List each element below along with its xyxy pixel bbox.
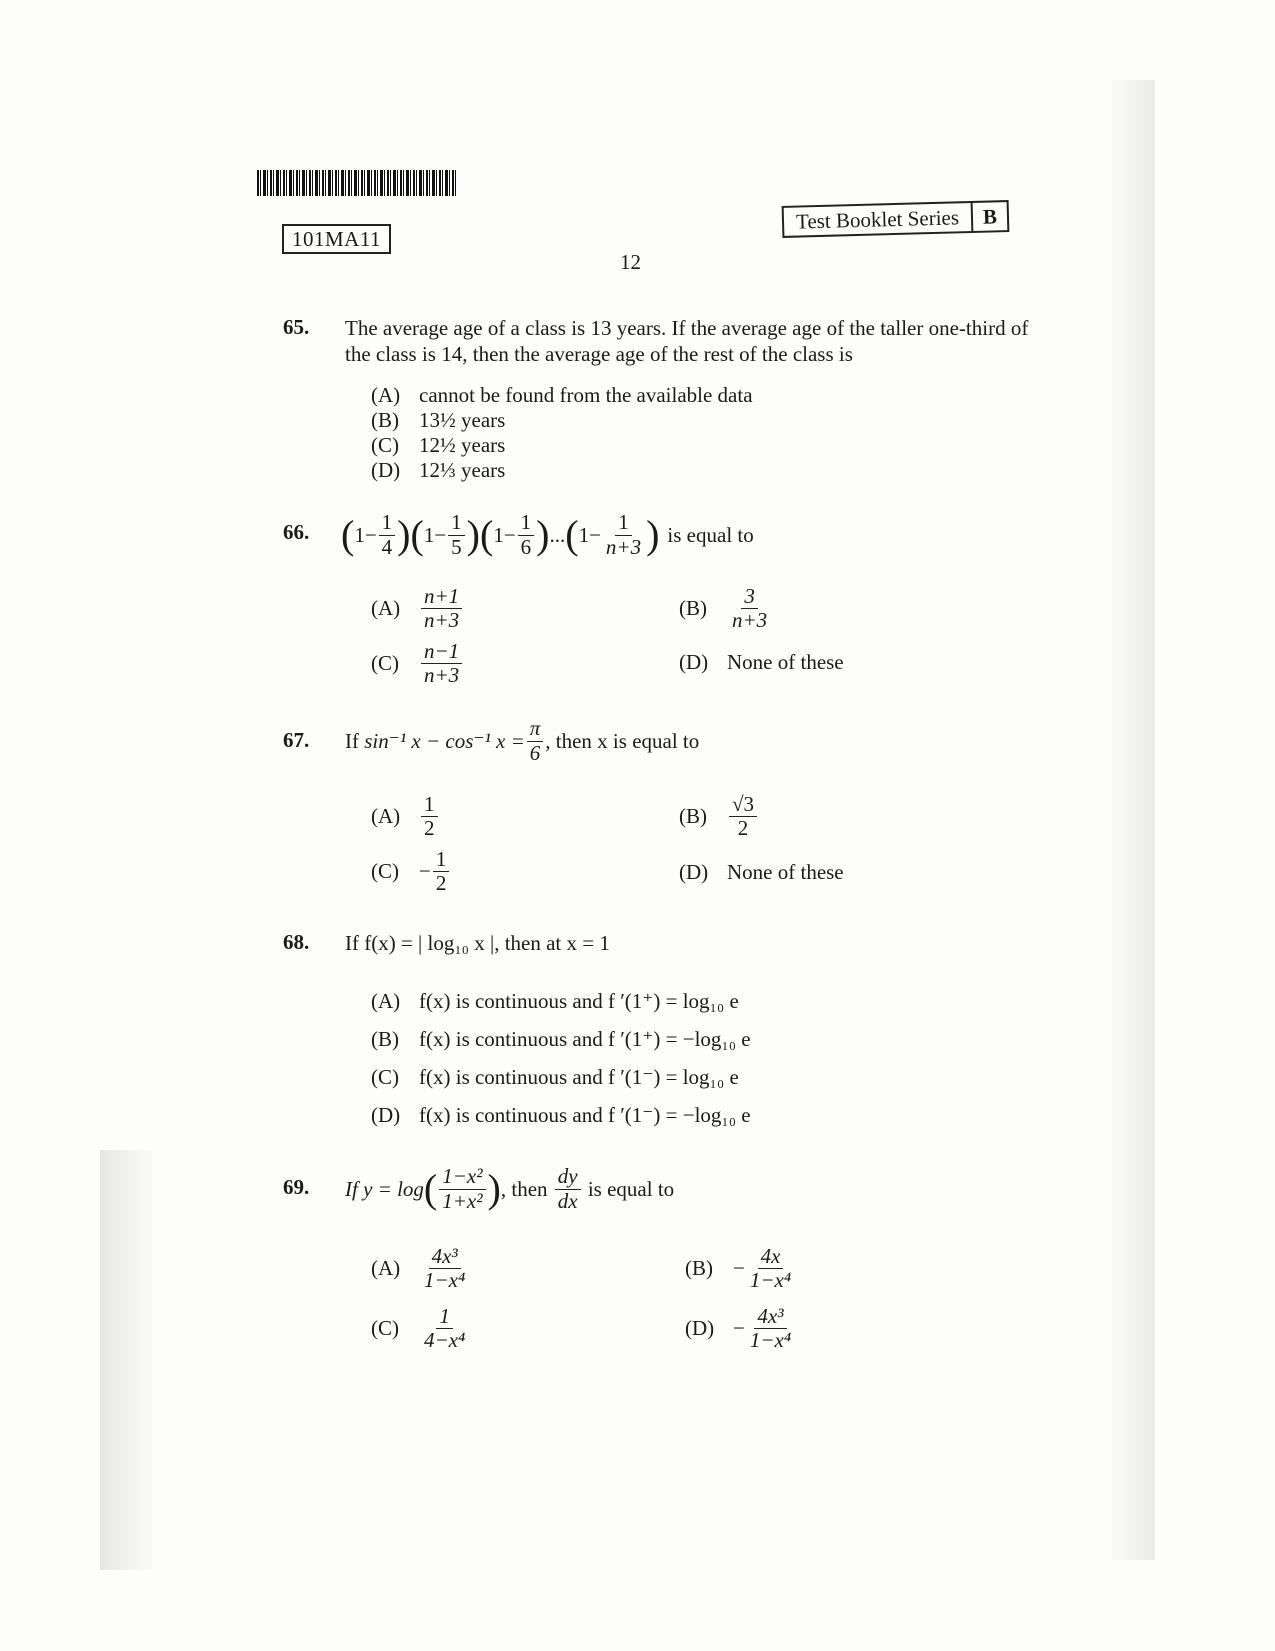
option-b: (B) $\frac{3}{n+3}$: [679, 584, 768, 633]
question-text: If y = log ( $\frac{\text{1−x²}}{\text{1+x²}}$ ) , then $\frac{dy}{dx}$ is equal to: [345, 1164, 675, 1213]
option-label: (C): [371, 433, 399, 457]
question-number: 65.: [283, 315, 310, 339]
option-text: f(x) is continuous and f ′(1⁻) = −log₁₀ e: [419, 1103, 751, 1127]
question-number: 67.: [283, 728, 310, 752]
option-text: 13½ years: [419, 408, 506, 432]
question-text: If f(x) = | log₁₀ x |, then at x = 1: [345, 931, 610, 955]
option-a: (A) $\frac{\text{4x³}}{\text{1−x⁴}}$: [371, 1244, 466, 1293]
question-text: If sin⁻¹ x − cos⁻¹ x = $\frac{\pi}{6}$ , then x is equal to: [345, 716, 700, 765]
option-label: (B): [371, 408, 399, 432]
option-a: (A) $\frac{n+1}{n+3}$: [371, 585, 464, 632]
option-d: [371, 458, 753, 483]
question-65: [283, 315, 1043, 485]
scan-shadow-left: [100, 1150, 160, 1570]
option-text: 12½ years: [419, 433, 506, 457]
question-67: [283, 718, 1043, 908]
option-label: (D): [371, 458, 401, 482]
option-d: (D) None of these: [679, 650, 844, 674]
scan-shadow-right: [1105, 80, 1155, 1560]
option-text: f(x) is continuous and f ′(1⁺) = log₁₀ e: [419, 989, 739, 1013]
option-label: (A): [371, 989, 401, 1013]
option-list: [371, 982, 751, 1134]
question-69: [283, 1160, 1043, 1380]
option-b: (B) $\frac{√3}{2}$: [679, 793, 759, 840]
option-c: [371, 433, 753, 458]
question-number: 66.: [283, 520, 310, 544]
option-d: [371, 1096, 751, 1134]
option-list: [371, 383, 753, 483]
option-label: (C): [371, 1065, 399, 1089]
option-label: (D): [371, 1103, 401, 1127]
option-text: 12⅓ years: [419, 458, 506, 482]
question-68: [283, 930, 1043, 1150]
option-c: (C) − $\frac{1}{2}$: [371, 848, 451, 895]
option-b: [371, 1020, 751, 1058]
option-d: (D) None of these: [679, 860, 844, 884]
paper-code: 101MA11: [282, 224, 391, 254]
question-number: 68.: [283, 930, 310, 954]
page-number: 12: [620, 250, 641, 274]
option-d: (D) − $\frac{\text{4x³}}{\text{1−x⁴}}$: [685, 1304, 792, 1353]
series-value: B: [971, 202, 1008, 231]
option-c: (C) $\frac{n-1}{n+3}$: [371, 640, 464, 687]
option-a: [371, 982, 751, 1020]
option-label: (B): [371, 1027, 399, 1051]
option-text: cannot be found from the available data: [419, 383, 753, 407]
option-a: (A) $\frac{1}{2}$: [371, 793, 440, 840]
booklet-series-box: [782, 200, 1010, 238]
question-text: The average age of a class is 13 years. If the average age of the taller one-third of the class is 14, then the average age of the rest of the class is: [345, 316, 1029, 366]
option-label: (A): [371, 383, 401, 407]
option-c: (C) $\frac{1}{\text{4−x⁴}}$: [371, 1304, 466, 1353]
option-text: f(x) is continuous and f ′(1⁻) = log₁₀ e: [419, 1065, 739, 1089]
barcode: [257, 170, 457, 196]
option-b: (B) − $\frac{4x}{\text{1−x⁴}}$: [685, 1244, 792, 1293]
question-text: ( 1 − $\frac{1}{4}$ ) ( 1 − $\frac{1}{5}$ ) ( 1 − $\frac{1}{6}$ ) ... ( 1 − $\frac{1}{n+3}$ ) is equal to: [341, 510, 754, 559]
series-label: Test Booklet Series: [795, 205, 960, 234]
option-a: [371, 383, 753, 408]
question-number: 69.: [283, 1175, 310, 1199]
option-b: [371, 408, 753, 433]
option-text: f(x) is continuous and f ′(1⁺) = −log₁₀ e: [419, 1027, 751, 1051]
option-c: [371, 1058, 751, 1096]
question-66: [283, 505, 1043, 695]
